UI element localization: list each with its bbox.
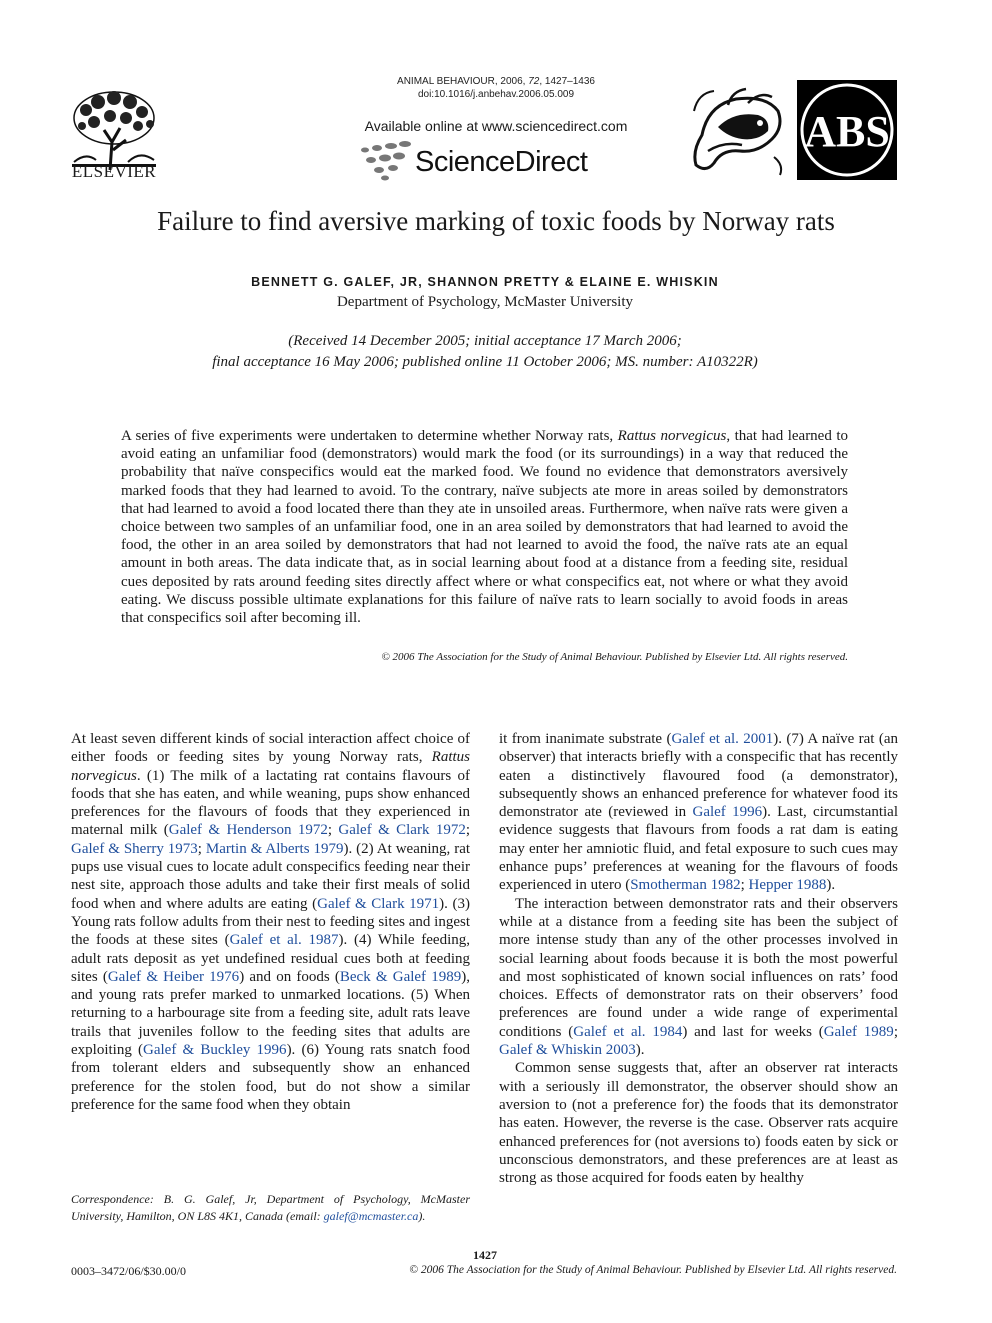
- sciencedirect-dots-icon: [355, 138, 417, 182]
- paragraph: it from inanimate substrate (Galef et al. 2001). (7) A naïve rat (an observer) that interacts briefly with a conspecific that has recently eaten a distinctively flavoured food (a demonstrator), subsequently shows an enhanced preference for whatever food its demonstrator ate (reviewed in Galef 1996). Last, circumstantial evidence suggests that flavours from foods a rat dam is eating may enter her amniotic fluid, and fetal exposure to such cues may enhance pups’ preferences at weaning for the flavours of foods experienced in utero (Smotherman 1982; Hepper 1988).: [499, 731, 899, 894]
- rats-emblem-icon: [688, 81, 788, 179]
- dates-line-1: (Received 14 December 2005; initial acceptance 17 March 2006;: [288, 333, 682, 349]
- page-number: 1427: [473, 1248, 497, 1262]
- paragraph: At least seven different kinds of social interaction affect choice of either foods or feeding sites by young Norway rats, Rattus norvegicus. (1) The milk of a lactating rat contains flavours of foods that she has eaten, and while weaning, pups show enhanced preferences for the flavours of foods that they experienced in maternal milk (Galef & Henderson 1972; Galef & Clark 1972; Galef & Sherry 1973; Martin & Alberts 1979). (2) At weaning, rat pups use visual cues to locate adult conspecifics feeding near their nest site, approach those adults and take their first meals of solid food when and where adults are eating (Galef & Clark 1971). (3) Young rats follow adults from their nest to feeding sites and ingest the foods at these sites (Galef et al. 1987). (4) While feeding, adult rats deposit as yet undefined residual cues both at feeding sites (Galef & Heiber 1976) and on foods (Beck & Galef 1989), and young rats prefer marked to unmarked locations. (5) When returning to a harbourage site from a feeding site, adult rats leave trails that juveniles follow to the feeding sites that adults are exploiting (Galef & Buckley 1996). (6) Young rats snatch food from tolerant elders and subsequently show an enhanced preference for the stolen food, but do not show a similar preference for the same food when they obtain: [71, 731, 471, 1113]
- footer-copyright: © 2006 The Association for the Study of Animal Behaviour. Published by Elsevier Ltd. All rights reserved.: [409, 1264, 897, 1276]
- abstract-copyright: © 2006 The Association for the Study of Animal Behaviour. Published by Elsevier Ltd. All rights reserved.: [381, 651, 848, 663]
- paragraph: Common sense suggests that, after an observer rat interacts with a seriously ill demonstrator, the observer should show an aversion to (not a preference for) the foods that its demonstrator has eaten. However, the reverse is the case. Observer rats acquire enhanced preferences for (not aversions to) foods eaten by sick or unconscious demonstrators, and these preferences are at least as strong as those acquired for foods eaten by healthy: [499, 1060, 898, 1187]
- citation-link[interactable]: Galef & Sherry 1973: [71, 840, 198, 857]
- available-online-text: Available online at www.sciencedirect.com: [364, 118, 628, 134]
- dates-line-2: final acceptance 16 May 2006; published online 11 October 2006; MS. number: A10322R): [212, 354, 758, 370]
- abs-society-logo: [797, 80, 897, 180]
- citation-link[interactable]: Galef & Clark 1972: [338, 822, 466, 839]
- citation-link[interactable]: Galef et al. 1987: [229, 932, 339, 949]
- citation-link[interactable]: Beck & Galef 1989: [339, 968, 462, 985]
- species-name: Rattus norvegicus: [71, 749, 470, 784]
- sciencedirect-wordmark: ScienceDirect: [415, 146, 588, 178]
- body-column-right: [499, 730, 898, 1187]
- citation-link[interactable]: Galef & Buckley 1996: [143, 1042, 287, 1059]
- citation-link[interactable]: Smotherman 1982: [630, 877, 741, 894]
- body-column-left: [71, 730, 470, 1114]
- citation-link[interactable]: Galef 1996: [692, 804, 763, 821]
- issn-price: 0003–3472/06/$30.00/0: [71, 1264, 187, 1278]
- article-title: Failure to find aversive marking of toxic foods by Norway rats: [157, 206, 835, 236]
- publisher-name: ELSEVIER: [71, 162, 157, 181]
- email-link[interactable]: galef@mcmaster.ca: [323, 1208, 419, 1223]
- citation-link[interactable]: Galef et al. 1984: [573, 1023, 683, 1040]
- citation-link[interactable]: Hepper 1988: [748, 877, 827, 894]
- affiliation: Department of Psychology, McMaster University: [336, 294, 634, 310]
- citation-link[interactable]: Galef & Heiber 1976: [107, 968, 240, 985]
- abs-logo-text: ABS: [804, 107, 890, 156]
- citation-link[interactable]: Galef et al. 2001: [671, 731, 774, 747]
- author-list: BENNETT G. GALEF, JR, SHANNON PRETTY & ELAINE E. WHISKIN: [251, 275, 719, 289]
- citation-link[interactable]: Galef 1989: [823, 1023, 894, 1040]
- doi: doi:10.1016/j.anbehav.2006.05.009: [417, 89, 575, 100]
- citation-link[interactable]: Martin & Alberts 1979: [205, 840, 344, 857]
- citation-link[interactable]: Galef & Clark 1971: [317, 895, 440, 912]
- journal-citation: ANIMAL BEHAVIOUR, 2006, 72, 1427–1436: [397, 76, 595, 87]
- abstract: A series of five experiments were undertaken to determine whether Norway rats, Rattus norvegicus, that had learned to avoid eating an unfamiliar food (demonstrators) would mark the food (or its surroundings) in a way that reduced the probability that naïve conspecifics would eat the marked food. We found no evidence that demonstrators aversively marked foods that they had learned to avoid. To the contrary, naïve subjects ate more in areas soiled by demonstrators that had learned to avoid a food located there than they ate in unsoiled areas. Furthermore, when naïve rats were given a choice between two samples of an unfamiliar food, one in an area soiled by demonstrators that had learned to avoid the food, the other in an area soiled by demonstrators that had not learned to avoid the food, the naïve rats ate an equal amount in both areas. The data indicate that, as in social learning about food at a distance from a feeding site, residual cues deposited by rats around feeding sites directly affect where or what conspecifics eat, not where or what they avoid eating. We discuss possible ultimate explanations for this failure of naïve rats to learn socially to avoid foods in areas that conspecifics soil after becoming ill.: [121, 428, 849, 627]
- correspondence-footnote: Correspondence: B. G. Galef, Jr, Department of Psychology, McMaster University, Hamilton, ON L8S 4K1, Canada (email: galef@mcmaster.ca).: [71, 1192, 470, 1223]
- citation-link[interactable]: Galef & Whiskin 2003: [499, 1042, 636, 1059]
- paragraph: The interaction between demonstrator rats and their observers while at a distance from a feeding site has been the subject of more intense study than any of the other processes involved in social learning about foods because it is both the most powerful and most sophisticated of known social influences on rats’ food choices. Effects of demonstrator rats on their observers’ food preferences are found under a wide range of experimental conditions (Galef et al. 1984) and last for weeks (Galef 1989; Galef & Whiskin 2003).: [499, 895, 898, 1059]
- species-name: Rattus norvegicus: [617, 428, 727, 444]
- citation-link[interactable]: Galef & Henderson 1972: [168, 822, 328, 839]
